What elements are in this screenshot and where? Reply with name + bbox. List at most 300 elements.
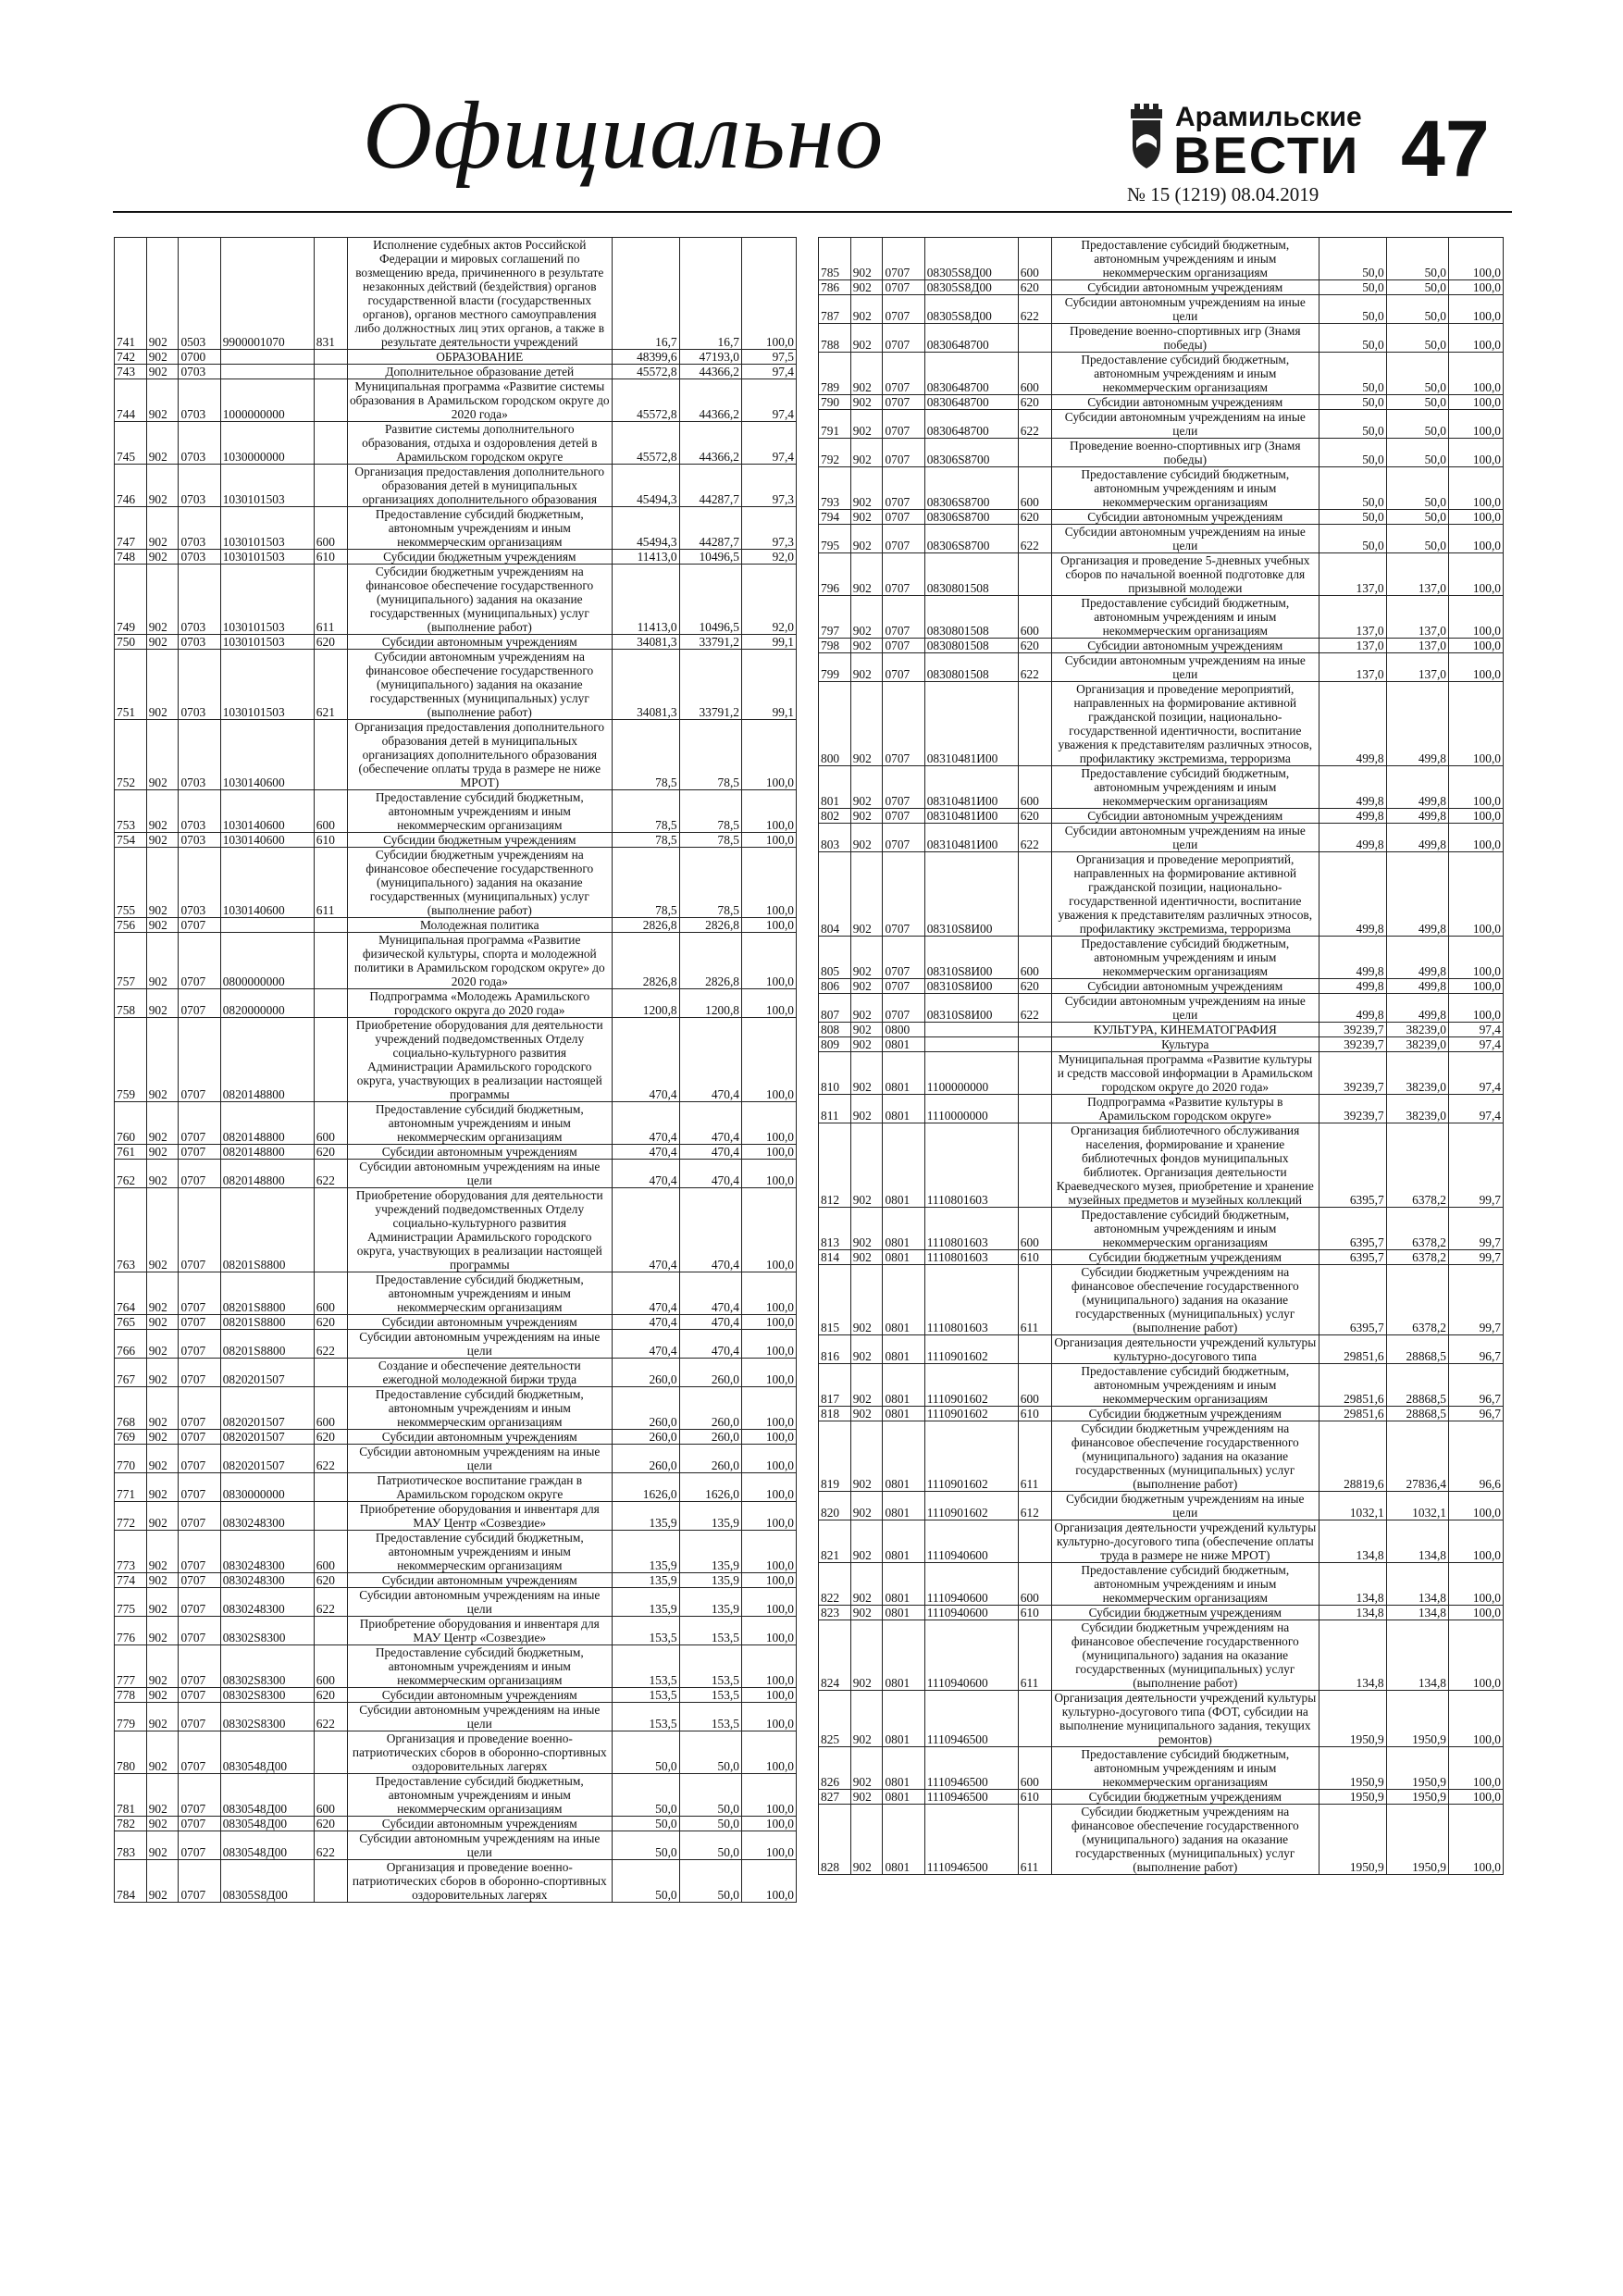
section-code-cell: 0707 [883,510,924,525]
execution-percent-cell: 99,1 [741,650,796,720]
executed-amount-cell: 499,8 [1386,766,1448,809]
expense-type-cell: 622 [314,1831,347,1860]
table-row [819,1095,1504,1123]
section-code-cell: 0703 [179,565,220,635]
target-article-cell: 9900001070 [220,238,314,350]
item-name-cell: Субсидии бюджетным учреждениям на финансовое обеспечение государственного (муниципального) задания на оказание государственных (муниципальных) услуг (выполнение работ) [347,565,612,635]
item-name-cell: Субсидии автономным учреждениям [347,1573,612,1588]
table-row [115,790,797,833]
planned-amount-cell: 78,5 [612,848,679,918]
row-number-cell: 765 [115,1315,147,1330]
section-code-cell: 0800 [883,1023,924,1037]
execution-percent-cell: 100,0 [1449,994,1504,1023]
section-code-cell: 0707 [179,1617,220,1645]
execution-percent-cell: 100,0 [1449,979,1504,994]
planned-amount-cell: 50,0 [612,1731,679,1774]
executed-amount-cell: 470,4 [679,1330,741,1359]
expense-type-cell: 622 [314,1445,347,1473]
item-name-cell: Предоставление субсидий бюджетным, автономным учреждениям и иным некоммерческим организациям [347,1102,612,1145]
issue-number: № 15 (1219) 08.04.2019 [1127,183,1319,205]
target-article-cell: 0830648700 [924,324,1018,353]
ministry-code-cell: 902 [850,324,883,353]
execution-percent-cell: 100,0 [741,1502,796,1531]
item-name-cell: Организация и проведение мероприятий, направленных на формирование активной гражданской позиции, национально-государственной идентичности, воспитание уважения к представителям различных этносов, профилактику экстремизма, терроризма [1051,852,1319,937]
target-article-cell: 08310481И00 [924,682,1018,766]
row-number-cell: 762 [115,1160,147,1188]
ministry-code-cell: 902 [146,1188,179,1272]
item-name-cell: Дополнительное образование детей [347,365,612,379]
execution-percent-cell: 97,4 [741,379,796,422]
target-article-cell: 0830248300 [220,1502,314,1531]
item-name-cell: Проведение военно-спортивных игр (Знамя победы) [1051,439,1319,467]
executed-amount-cell: 135,9 [679,1502,741,1531]
expense-type-cell: 620 [1018,639,1051,653]
ministry-code-cell: 902 [850,1520,883,1563]
section-code-cell: 0707 [179,1860,220,1903]
execution-percent-cell: 97,4 [1449,1023,1504,1037]
execution-percent-cell: 100,0 [741,933,796,989]
item-name-cell: Предоставление субсидий бюджетным, автономным учреждениям и иным некоммерческим организациям [347,507,612,550]
item-name-cell: Организация предоставления дополнительного образования детей в муниципальных организациях дополнительного образования [347,465,612,507]
row-number-cell: 805 [819,937,851,979]
executed-amount-cell: 28868,5 [1386,1407,1448,1421]
section-code-cell: 0707 [883,238,924,280]
section-code-cell: 0801 [883,1620,924,1691]
section-code-cell: 0707 [179,1330,220,1359]
execution-percent-cell: 100,0 [1449,510,1504,525]
table-row [115,1387,797,1430]
planned-amount-cell: 470,4 [612,1188,679,1272]
target-article-cell: 0830801508 [924,639,1018,653]
expense-type-cell [1018,1095,1051,1123]
table-row [115,1817,797,1831]
executed-amount-cell: 50,0 [679,1774,741,1817]
expense-type-cell: 620 [314,1573,347,1588]
target-article-cell: 1110946500 [924,1747,1018,1790]
target-article-cell: 0820201507 [220,1430,314,1445]
table-row [115,848,797,918]
target-article-cell: 08302S8300 [220,1688,314,1703]
execution-percent-cell: 97,4 [741,422,796,465]
expense-type-cell: 600 [314,1272,347,1315]
planned-amount-cell: 6395,7 [1319,1208,1387,1250]
row-number-cell: 741 [115,238,147,350]
execution-percent-cell: 100,0 [1449,1691,1504,1747]
expense-type-cell: 600 [1018,238,1051,280]
item-name-cell: Предоставление субсидий бюджетным, автономным учреждениям и иным некоммерческим организациям [1051,1364,1319,1407]
execution-percent-cell: 97,5 [741,350,796,365]
section-code-cell: 0703 [179,422,220,465]
planned-amount-cell: 1032,1 [1319,1492,1387,1520]
executed-amount-cell: 137,0 [1386,653,1448,682]
executed-amount-cell: 260,0 [679,1387,741,1430]
table-row [819,824,1504,852]
section-code-cell: 0707 [883,653,924,682]
row-number-cell: 791 [819,410,851,439]
executed-amount-cell: 38239,0 [1386,1052,1448,1095]
row-number-cell: 766 [115,1330,147,1359]
ministry-code-cell: 902 [146,933,179,989]
execution-percent-cell: 100,0 [1449,1805,1504,1875]
section-code-cell: 0707 [179,1387,220,1430]
target-article-cell: 1030101503 [220,465,314,507]
table-row [819,1265,1504,1335]
planned-amount-cell: 1950,9 [1319,1790,1387,1805]
executed-amount-cell: 50,0 [679,1860,741,1903]
table-row [819,852,1504,937]
table-row [819,937,1504,979]
table-row [115,650,797,720]
table-row [115,422,797,465]
row-number-cell: 808 [819,1023,851,1037]
ministry-code-cell: 902 [850,1790,883,1805]
planned-amount-cell: 50,0 [1319,510,1387,525]
expense-type-cell [314,1473,347,1502]
item-name-cell: Субсидии автономным учреждениям на иные цели [347,1703,612,1731]
row-number-cell: 779 [115,1703,147,1731]
executed-amount-cell: 260,0 [679,1430,741,1445]
row-number-cell: 785 [819,238,851,280]
row-number-cell: 828 [819,1805,851,1875]
table-row [115,465,797,507]
target-article-cell: 1030140600 [220,720,314,790]
target-article-cell: 0820201507 [220,1359,314,1387]
table-row [115,1645,797,1688]
expense-type-cell: 620 [1018,979,1051,994]
expense-type-cell: 600 [1018,766,1051,809]
planned-amount-cell: 34081,3 [612,650,679,720]
ministry-code-cell: 902 [850,295,883,324]
executed-amount-cell: 499,8 [1386,682,1448,766]
table-row [115,1573,797,1588]
planned-amount-cell: 50,0 [612,1774,679,1817]
planned-amount-cell: 499,8 [1319,824,1387,852]
ministry-code-cell: 902 [850,824,883,852]
expense-type-cell [314,365,347,379]
section-code-cell: 0707 [883,596,924,639]
executed-amount-cell: 28868,5 [1386,1335,1448,1364]
table-row [819,1052,1504,1095]
target-article-cell: 1110801603 [924,1250,1018,1265]
target-article-cell: 1000000000 [220,379,314,422]
executed-amount-cell: 50,0 [679,1731,741,1774]
target-article-cell: 08306S8700 [924,467,1018,510]
execution-percent-cell: 100,0 [741,1445,796,1473]
row-number-cell: 796 [819,553,851,596]
expense-type-cell: 620 [314,1688,347,1703]
target-article-cell: 08310S8И00 [924,979,1018,994]
executed-amount-cell: 50,0 [1386,353,1448,395]
table-row [819,280,1504,295]
item-name-cell: Приобретение оборудования для деятельности учреждений подведомственных Отделу социально-культурного развития Администрации Арамильского городского округа, участвующих в реализации настоящей программы [347,1188,612,1272]
ministry-code-cell: 902 [850,1052,883,1095]
executed-amount-cell: 1950,9 [1386,1790,1448,1805]
target-article-cell: 1110801603 [924,1208,1018,1250]
item-name-cell: Субсидии автономным учреждениям на иные цели [1051,525,1319,553]
row-number-cell: 811 [819,1095,851,1123]
table-row [819,979,1504,994]
target-article-cell: 0830801508 [924,653,1018,682]
row-number-cell: 757 [115,933,147,989]
expense-type-cell: 600 [314,1102,347,1145]
section-code-cell: 0801 [883,1250,924,1265]
item-name-cell: Субсидии автономным учреждениям [347,635,612,650]
table-row [115,1145,797,1160]
executed-amount-cell: 50,0 [1386,439,1448,467]
ministry-code-cell: 902 [850,1407,883,1421]
execution-percent-cell: 100,0 [741,1160,796,1188]
planned-amount-cell: 78,5 [612,833,679,848]
expense-type-cell [314,1018,347,1102]
target-article-cell: 1110801603 [924,1123,1018,1208]
item-name-cell: Субсидии бюджетным учреждениям на финансовое обеспечение государственного (муниципального) задания на оказание государственных (муниципальных) услуг (выполнение работ) [1051,1620,1319,1691]
ministry-code-cell: 902 [850,439,883,467]
expense-type-cell: 600 [314,1645,347,1688]
section-code-cell: 0703 [179,465,220,507]
expense-type-cell: 611 [314,565,347,635]
planned-amount-cell: 45494,3 [612,465,679,507]
execution-percent-cell: 100,0 [741,833,796,848]
executed-amount-cell: 44287,7 [679,465,741,507]
execution-percent-cell: 100,0 [1449,1606,1504,1620]
planned-amount-cell: 2826,8 [612,918,679,933]
ministry-code-cell: 902 [146,918,179,933]
executed-amount-cell: 470,4 [679,1145,741,1160]
section-code-cell: 0707 [179,1315,220,1330]
executed-amount-cell: 470,4 [679,1188,741,1272]
row-number-cell: 758 [115,989,147,1018]
expense-type-cell: 600 [1018,596,1051,639]
executed-amount-cell: 499,8 [1386,994,1448,1023]
ministry-code-cell: 902 [146,1502,179,1531]
row-number-cell: 750 [115,635,147,650]
executed-amount-cell: 153,5 [679,1645,741,1688]
row-number-cell: 752 [115,720,147,790]
expense-type-cell [1018,1023,1051,1037]
ministry-code-cell: 902 [850,410,883,439]
ministry-code-cell: 902 [146,565,179,635]
table-row [115,989,797,1018]
target-article-cell: 1030101503 [220,507,314,550]
item-name-cell: Подпрограмма «Молодежь Арамильского городского округа до 2020 года» [347,989,612,1018]
section-code-cell: 0707 [179,1817,220,1831]
planned-amount-cell: 137,0 [1319,596,1387,639]
planned-amount-cell: 50,0 [612,1817,679,1831]
target-article-cell [220,918,314,933]
expense-type-cell [1018,852,1051,937]
planned-amount-cell: 135,9 [612,1573,679,1588]
ministry-code-cell: 902 [850,1335,883,1364]
table-row [115,1473,797,1502]
table-row [115,1315,797,1330]
table-row [115,1860,797,1903]
section-code-cell: 0703 [179,507,220,550]
execution-percent-cell: 100,0 [1449,410,1504,439]
execution-percent-cell: 97,3 [741,507,796,550]
item-name-cell: Организация и проведение мероприятий, направленных на формирование активной гражданской позиции, национально-государственной идентичности, воспитание уважения к представителям различных этносов, профилактику экстремизма, терроризма [1051,682,1319,766]
target-article-cell: 0820148800 [220,1018,314,1102]
table-row [819,439,1504,467]
execution-percent-cell: 100,0 [741,1531,796,1573]
row-number-cell: 810 [819,1052,851,1095]
execution-percent-cell: 100,0 [1449,809,1504,824]
section-code-cell: 0707 [179,1102,220,1145]
section-code-cell: 0707 [883,809,924,824]
section-code-cell: 0703 [179,720,220,790]
target-article-cell: 08201S8800 [220,1272,314,1315]
item-name-cell: Субсидии бюджетным учреждениям [347,550,612,565]
item-name-cell: Субсидии автономным учреждениям на иные цели [1051,653,1319,682]
row-number-cell: 773 [115,1531,147,1573]
ministry-code-cell: 902 [146,1145,179,1160]
expense-type-cell [314,1731,347,1774]
executed-amount-cell: 135,9 [679,1573,741,1588]
planned-amount-cell: 50,0 [1319,324,1387,353]
item-name-cell: Развитие системы дополнительного образования, отдыха и оздоровления детей в Арамильском городском округе [347,422,612,465]
executed-amount-cell: 33791,2 [679,650,741,720]
section-code-cell: 0801 [883,1492,924,1520]
table-row [115,1703,797,1731]
table-row [115,1774,797,1817]
planned-amount-cell: 50,0 [1319,439,1387,467]
section-code-cell: 0707 [179,1018,220,1102]
execution-percent-cell: 100,0 [741,848,796,918]
row-number-cell: 744 [115,379,147,422]
section-code-cell: 0707 [179,1531,220,1573]
execution-percent-cell: 96,7 [1449,1407,1504,1421]
target-article-cell: 1030000000 [220,422,314,465]
table-row [819,238,1504,280]
execution-percent-cell: 100,0 [741,1188,796,1272]
section-code-cell: 0707 [883,353,924,395]
execution-percent-cell: 99,7 [1449,1123,1504,1208]
target-article-cell: 1030140600 [220,833,314,848]
row-number-cell: 755 [115,848,147,918]
expense-type-cell: 622 [314,1160,347,1188]
target-article-cell: 08310S8И00 [924,937,1018,979]
item-name-cell: Предоставление субсидий бюджетным, автономным учреждениям и иным некоммерческим организациям [347,1531,612,1573]
table-row [115,1531,797,1573]
section-code-cell: 0707 [883,639,924,653]
planned-amount-cell: 470,4 [612,1272,679,1315]
table-row [819,525,1504,553]
row-number-cell: 797 [819,596,851,639]
ministry-code-cell: 902 [850,653,883,682]
ministry-code-cell: 902 [850,937,883,979]
table-row [115,1160,797,1188]
planned-amount-cell: 11413,0 [612,565,679,635]
item-name-cell: Субсидии автономным учреждениям [1051,510,1319,525]
row-number-cell: 824 [819,1620,851,1691]
target-article-cell: 08302S8300 [220,1617,314,1645]
ministry-code-cell: 902 [146,720,179,790]
execution-percent-cell: 100,0 [741,1387,796,1430]
table-row [819,1563,1504,1606]
coat-of-arms-icon [1127,104,1166,170]
executed-amount-cell: 499,8 [1386,937,1448,979]
row-number-cell: 782 [115,1817,147,1831]
item-name-cell: Предоставление субсидий бюджетным, автономным учреждениям и иным некоммерческим организациям [1051,353,1319,395]
table-row [115,379,797,422]
executed-amount-cell: 50,0 [679,1817,741,1831]
planned-amount-cell: 499,8 [1319,682,1387,766]
section-code-cell: 0707 [883,324,924,353]
row-number-cell: 743 [115,365,147,379]
row-number-cell: 748 [115,550,147,565]
execution-percent-cell: 100,0 [741,1145,796,1160]
ministry-code-cell: 902 [146,1860,179,1903]
planned-amount-cell: 78,5 [612,720,679,790]
section-code-cell: 0707 [179,918,220,933]
row-number-cell: 798 [819,639,851,653]
item-name-cell: Предоставление субсидий бюджетным, автономным учреждениям и иным некоммерческим организациям [347,1272,612,1315]
target-article-cell: 1110946500 [924,1691,1018,1747]
executed-amount-cell: 50,0 [1386,280,1448,295]
section-code-cell: 0707 [179,1160,220,1188]
expense-type-cell [314,1188,347,1272]
item-name-cell: Патриотическое воспитание граждан в Арамильском городском округе [347,1473,612,1502]
section-code-cell: 0703 [179,365,220,379]
target-article-cell: 08305S8Д00 [924,280,1018,295]
table-row [819,1407,1504,1421]
table-row [819,653,1504,682]
planned-amount-cell: 135,9 [612,1588,679,1617]
execution-percent-cell: 100,0 [741,1588,796,1617]
ministry-code-cell: 902 [850,809,883,824]
executed-amount-cell: 2826,8 [679,933,741,989]
table-row [819,1123,1504,1208]
executed-amount-cell: 470,4 [679,1315,741,1330]
execution-percent-cell: 100,0 [741,1831,796,1860]
ministry-code-cell: 902 [850,1123,883,1208]
row-number-cell: 817 [819,1364,851,1407]
item-name-cell: Организация деятельности учреждений культуры культурно-досугового типа (ФОТ, субсидии на выполнение муниципального задания, текущих ремонтов) [1051,1691,1319,1747]
execution-percent-cell: 100,0 [741,1817,796,1831]
item-name-cell: Субсидии автономным учреждениям на иные цели [347,1330,612,1359]
planned-amount-cell: 470,4 [612,1018,679,1102]
executed-amount-cell: 27836,4 [1386,1421,1448,1492]
item-name-cell: Субсидии автономным учреждениям на финансовое обеспечение государственного (муниципального) задания на оказание государственных (муниципальных) услуг (выполнение работ) [347,650,612,720]
section-code-cell: 0707 [179,933,220,989]
ministry-code-cell: 902 [146,1573,179,1588]
planned-amount-cell: 11413,0 [612,550,679,565]
section-code-cell: 0700 [179,350,220,365]
executed-amount-cell: 1950,9 [1386,1805,1448,1875]
expense-type-cell: 610 [314,833,347,848]
ministry-code-cell: 902 [850,1492,883,1520]
ministry-code-cell: 902 [146,1817,179,1831]
planned-amount-cell: 134,8 [1319,1520,1387,1563]
section-code-cell: 0707 [179,1188,220,1272]
expense-type-cell: 622 [314,1330,347,1359]
planned-amount-cell: 39239,7 [1319,1023,1387,1037]
target-article-cell: 08306S8700 [924,510,1018,525]
ministry-code-cell: 902 [850,682,883,766]
item-name-cell: Предоставление субсидий бюджетным, автономным учреждениям и иным некоммерческим организациям [1051,1208,1319,1250]
item-name-cell: Организация деятельности учреждений культуры культурно-досугового типа [1051,1335,1319,1364]
target-article-cell: 1110940600 [924,1563,1018,1606]
row-number-cell: 760 [115,1102,147,1145]
section-code-cell: 0707 [883,937,924,979]
ministry-code-cell: 902 [850,852,883,937]
section-code-cell: 0707 [883,410,924,439]
planned-amount-cell: 153,5 [612,1688,679,1703]
expense-type-cell [1018,1335,1051,1364]
execution-percent-cell: 99,1 [741,635,796,650]
table-row [115,1018,797,1102]
ministry-code-cell: 902 [850,238,883,280]
row-number-cell: 799 [819,653,851,682]
